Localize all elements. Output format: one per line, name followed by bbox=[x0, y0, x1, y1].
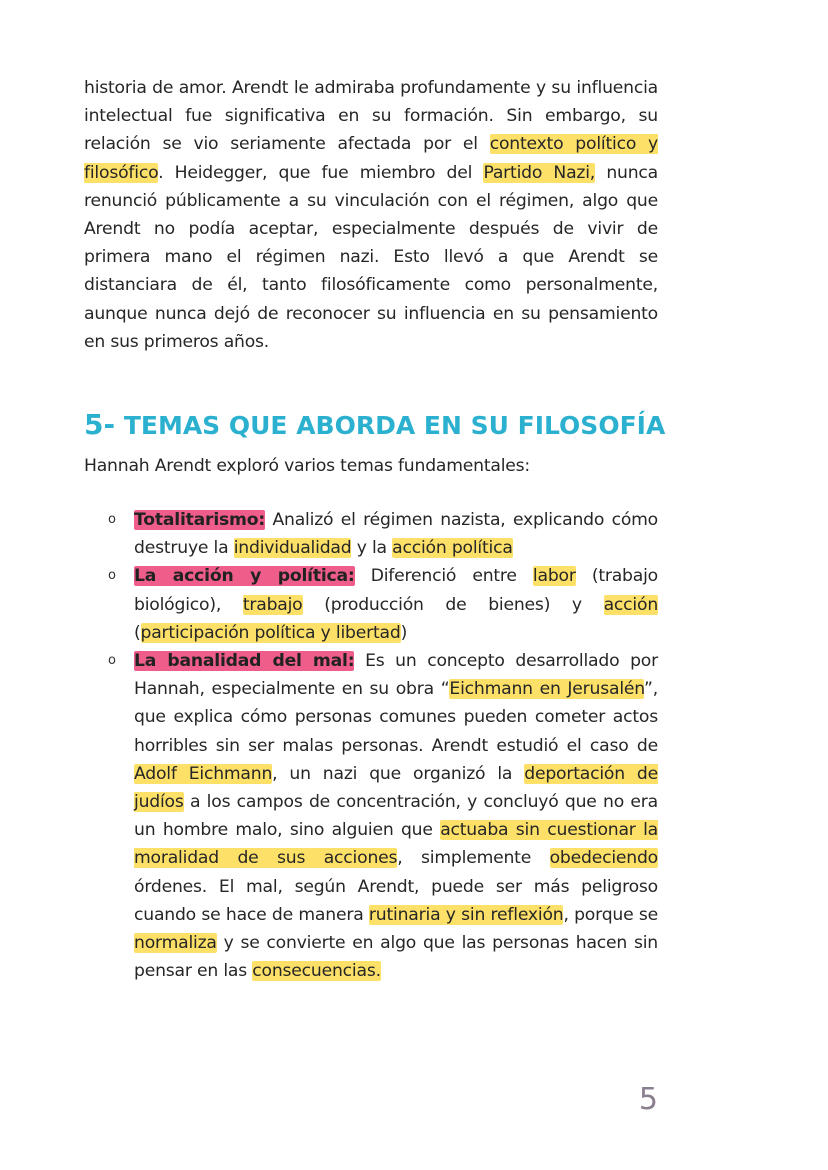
section-number: 5- bbox=[84, 408, 116, 441]
term-label: La banalidad del mal: bbox=[134, 651, 355, 672]
item-text: (trabajo biológico), bbox=[134, 566, 658, 615]
item-text: a los campos de concentración, y concluyó que no era un hombre malo, sino alguien que bbox=[134, 792, 658, 841]
section-title-text: TEMAS QUE ABORDA EN SU FILOSOFÍA bbox=[115, 411, 666, 440]
item-text: y la bbox=[351, 538, 393, 559]
item-text: Diferenció entre bbox=[354, 566, 533, 587]
list-item-totalitarismo bbox=[108, 506, 658, 562]
highlight: Eichmann en Jerusalén bbox=[449, 679, 645, 700]
highlight: acción política bbox=[392, 538, 513, 559]
bullet-circle-icon: o bbox=[108, 653, 116, 669]
item-text: , simplemente bbox=[397, 848, 550, 869]
intro-paragraph bbox=[84, 74, 658, 356]
highlight-partido-nazi: Partido Nazi, bbox=[483, 162, 596, 183]
page-number: 5 bbox=[638, 1082, 658, 1117]
item-text: Analizó el régimen nazista, explicando cómo destruye la bbox=[134, 510, 658, 559]
section-intro: Hannah Arendt exploró varios temas fundamentales: bbox=[84, 456, 531, 476]
item-text: (producción de bienes) y bbox=[302, 594, 604, 615]
bullet-circle-icon: o bbox=[108, 568, 116, 584]
highlight: participación política y libertad bbox=[140, 622, 401, 643]
item-text: órdenes. El mal, según Arendt, puede ser más peligroso cuando se hace de manera bbox=[134, 876, 658, 925]
item-text: y se convierte en algo que las personas hacen sin pensar en las bbox=[134, 933, 658, 982]
bullet-circle-icon: o bbox=[108, 512, 116, 527]
list-item-banalidad bbox=[108, 647, 658, 985]
item-text: ) bbox=[400, 622, 408, 643]
highlight: rutinaria y sin reflexión bbox=[368, 904, 564, 925]
item-text: , porque se bbox=[563, 904, 658, 925]
highlight: obedeciendo bbox=[549, 848, 658, 869]
term-label: Totalitarismo: bbox=[134, 510, 266, 530]
intro-text: historia de amor. Arendt le admiraba profundamente y su influencia intelectual fue significativa en su formación. Sin embargo, su relación se vio seriamente afectada por el bbox=[84, 78, 658, 155]
highlight: individualidad bbox=[233, 538, 352, 559]
term-label: La acción y política: bbox=[134, 566, 355, 587]
highlight: acción bbox=[603, 594, 659, 615]
section-heading bbox=[84, 408, 665, 441]
highlight-contexto: contexto político y filosófico bbox=[84, 134, 658, 183]
item-text: Es un concepto desarrollado por Hannah, especialmente en su obra “ bbox=[134, 651, 658, 700]
highlight: labor bbox=[532, 566, 576, 587]
highlight: consecuencias. bbox=[252, 961, 381, 982]
intro-text: nunca renunció públicamente a su vinculación con el régimen, algo que Arendt no podía aceptar, especialmente después de vivir de primera mano el régimen nazi. Esto llevó a que Arendt se distanciara de él, tanto filosóficamente como personalmente, aunque nunca dejó de reconocer su influencia en su pensamiento en sus primeros años. bbox=[84, 162, 658, 352]
item-text: ”, que explica cómo personas comunes pueden cometer actos horribles sin ser malas personas. Arendt estudió el caso de bbox=[134, 679, 658, 756]
intro-text: . Heidegger, que fue miembro del bbox=[158, 162, 484, 183]
highlight: actuaba sin cuestionar la moralidad de sus acciones bbox=[134, 820, 658, 869]
item-text: , un nazi que organizó la bbox=[272, 763, 525, 784]
highlight: deportación de judíos bbox=[134, 763, 658, 813]
highlight: trabajo bbox=[242, 594, 303, 615]
highlight: normaliza bbox=[134, 933, 217, 954]
list-item-accion-politica bbox=[108, 562, 658, 647]
item-text: ( bbox=[134, 622, 141, 643]
themes-list bbox=[108, 506, 658, 985]
highlight: Adolf Eichmann bbox=[134, 763, 273, 784]
